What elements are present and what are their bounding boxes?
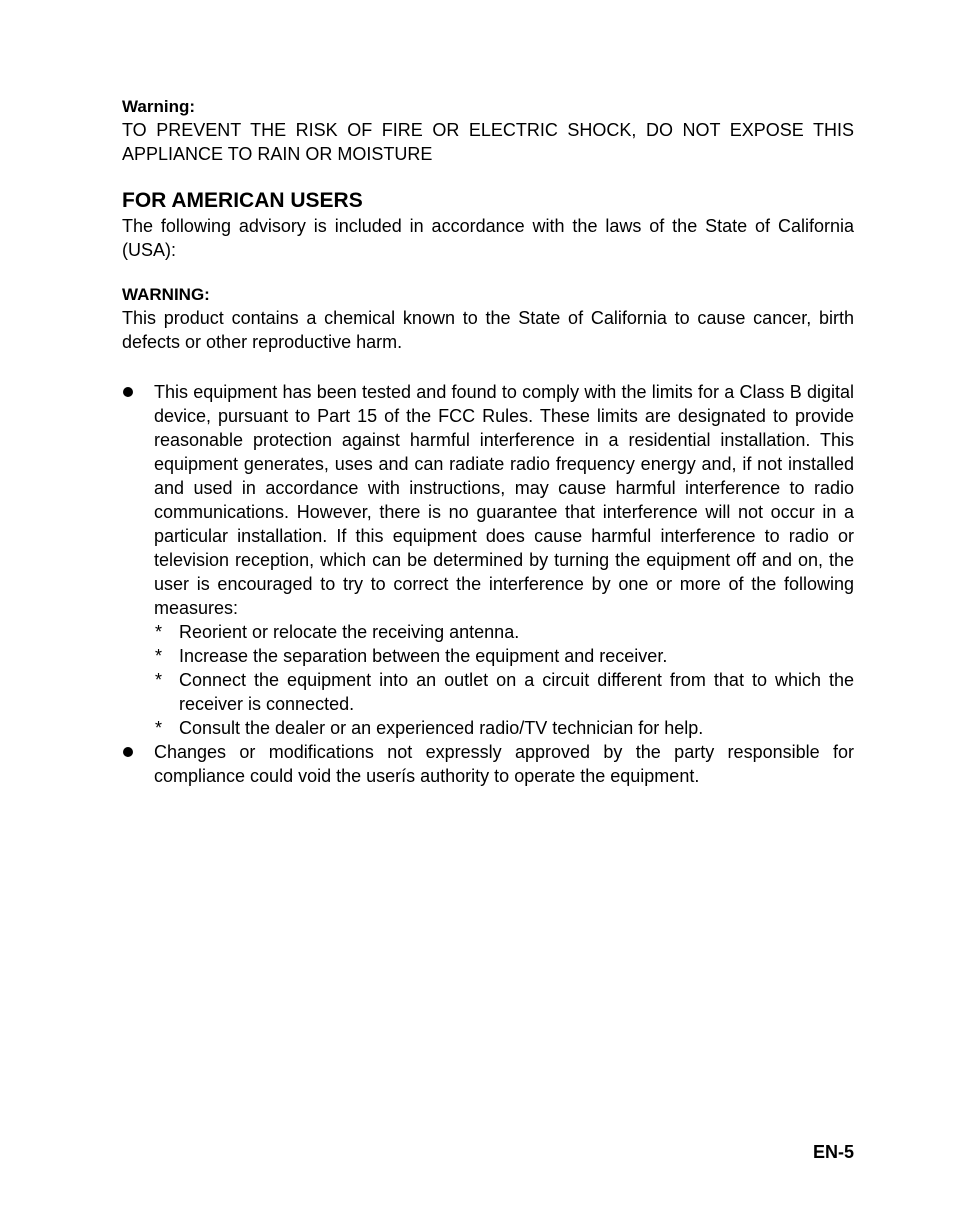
measure-text: Consult the dealer or an experienced radio/TV technician for help. [179, 718, 704, 738]
measure-item [122, 716, 854, 740]
fcc-notice [122, 380, 854, 788]
measure-text: Reorient or relocate the receiving antenna. [179, 622, 520, 642]
asterisk-marker: * [155, 718, 163, 738]
measure-item [122, 668, 854, 716]
asterisk-marker: * [155, 670, 163, 690]
warning-label: Warning: [122, 97, 196, 116]
bullet-dot-icon [123, 387, 133, 397]
fcc-bullet-item [122, 380, 854, 620]
asterisk-marker: * [155, 622, 163, 642]
warning-text: TO PREVENT THE RISK OF FIRE OR ELECTRIC SHOCK, DO NOT EXPOSE THIS APPLIANCE TO RAIN OR MOISTURE [122, 120, 854, 164]
california-advisory-intro: The following advisory is included in accordance with the laws of the State of California (USA): [122, 216, 854, 260]
california-warning-text: This product contains a chemical known to the State of California to cause cancer, birth defects or other reproductive harm. [122, 308, 854, 352]
document-body [122, 96, 854, 788]
measure-text: Connect the equipment into an outlet on a circuit different from that to which the receiver is connected. [179, 670, 854, 714]
bullet-dot-icon [123, 747, 133, 757]
page-number: EN-5 [812, 1142, 854, 1162]
modifications-text: Changes or modifications not expressly approved by the party responsible for compliance could void the userís authority to operate the equipment. [154, 742, 854, 786]
fcc-bullet-item [122, 740, 854, 788]
measure-item [122, 644, 854, 668]
measure-item [122, 620, 854, 644]
fcc-compliance-text: This equipment has been tested and found to comply with the limits for a Class B digital device, pursuant to Part 15 of the FCC Rules. These limits are designated to provide reasonable protection against harmful interference in a residential installation. This equipment generates, uses and can radiate radio frequency energy and, if not installed and used in accordance with instructions, may cause harmful interference to radio communications. However, there is no guarantee that interference will not occur in a particular installation. If this equipment does cause harmful interference to radio or television reception, which can be determined by turning the equipment off and on, the user is encouraged to try to correct the interference by one or more of the following measures: [154, 382, 854, 618]
california-warning-label: WARNING: [122, 285, 210, 304]
american-users-heading: FOR AMERICAN USERS [122, 189, 363, 212]
asterisk-marker: * [155, 646, 163, 666]
measure-text: Increase the separation between the equipment and receiver. [179, 646, 668, 666]
